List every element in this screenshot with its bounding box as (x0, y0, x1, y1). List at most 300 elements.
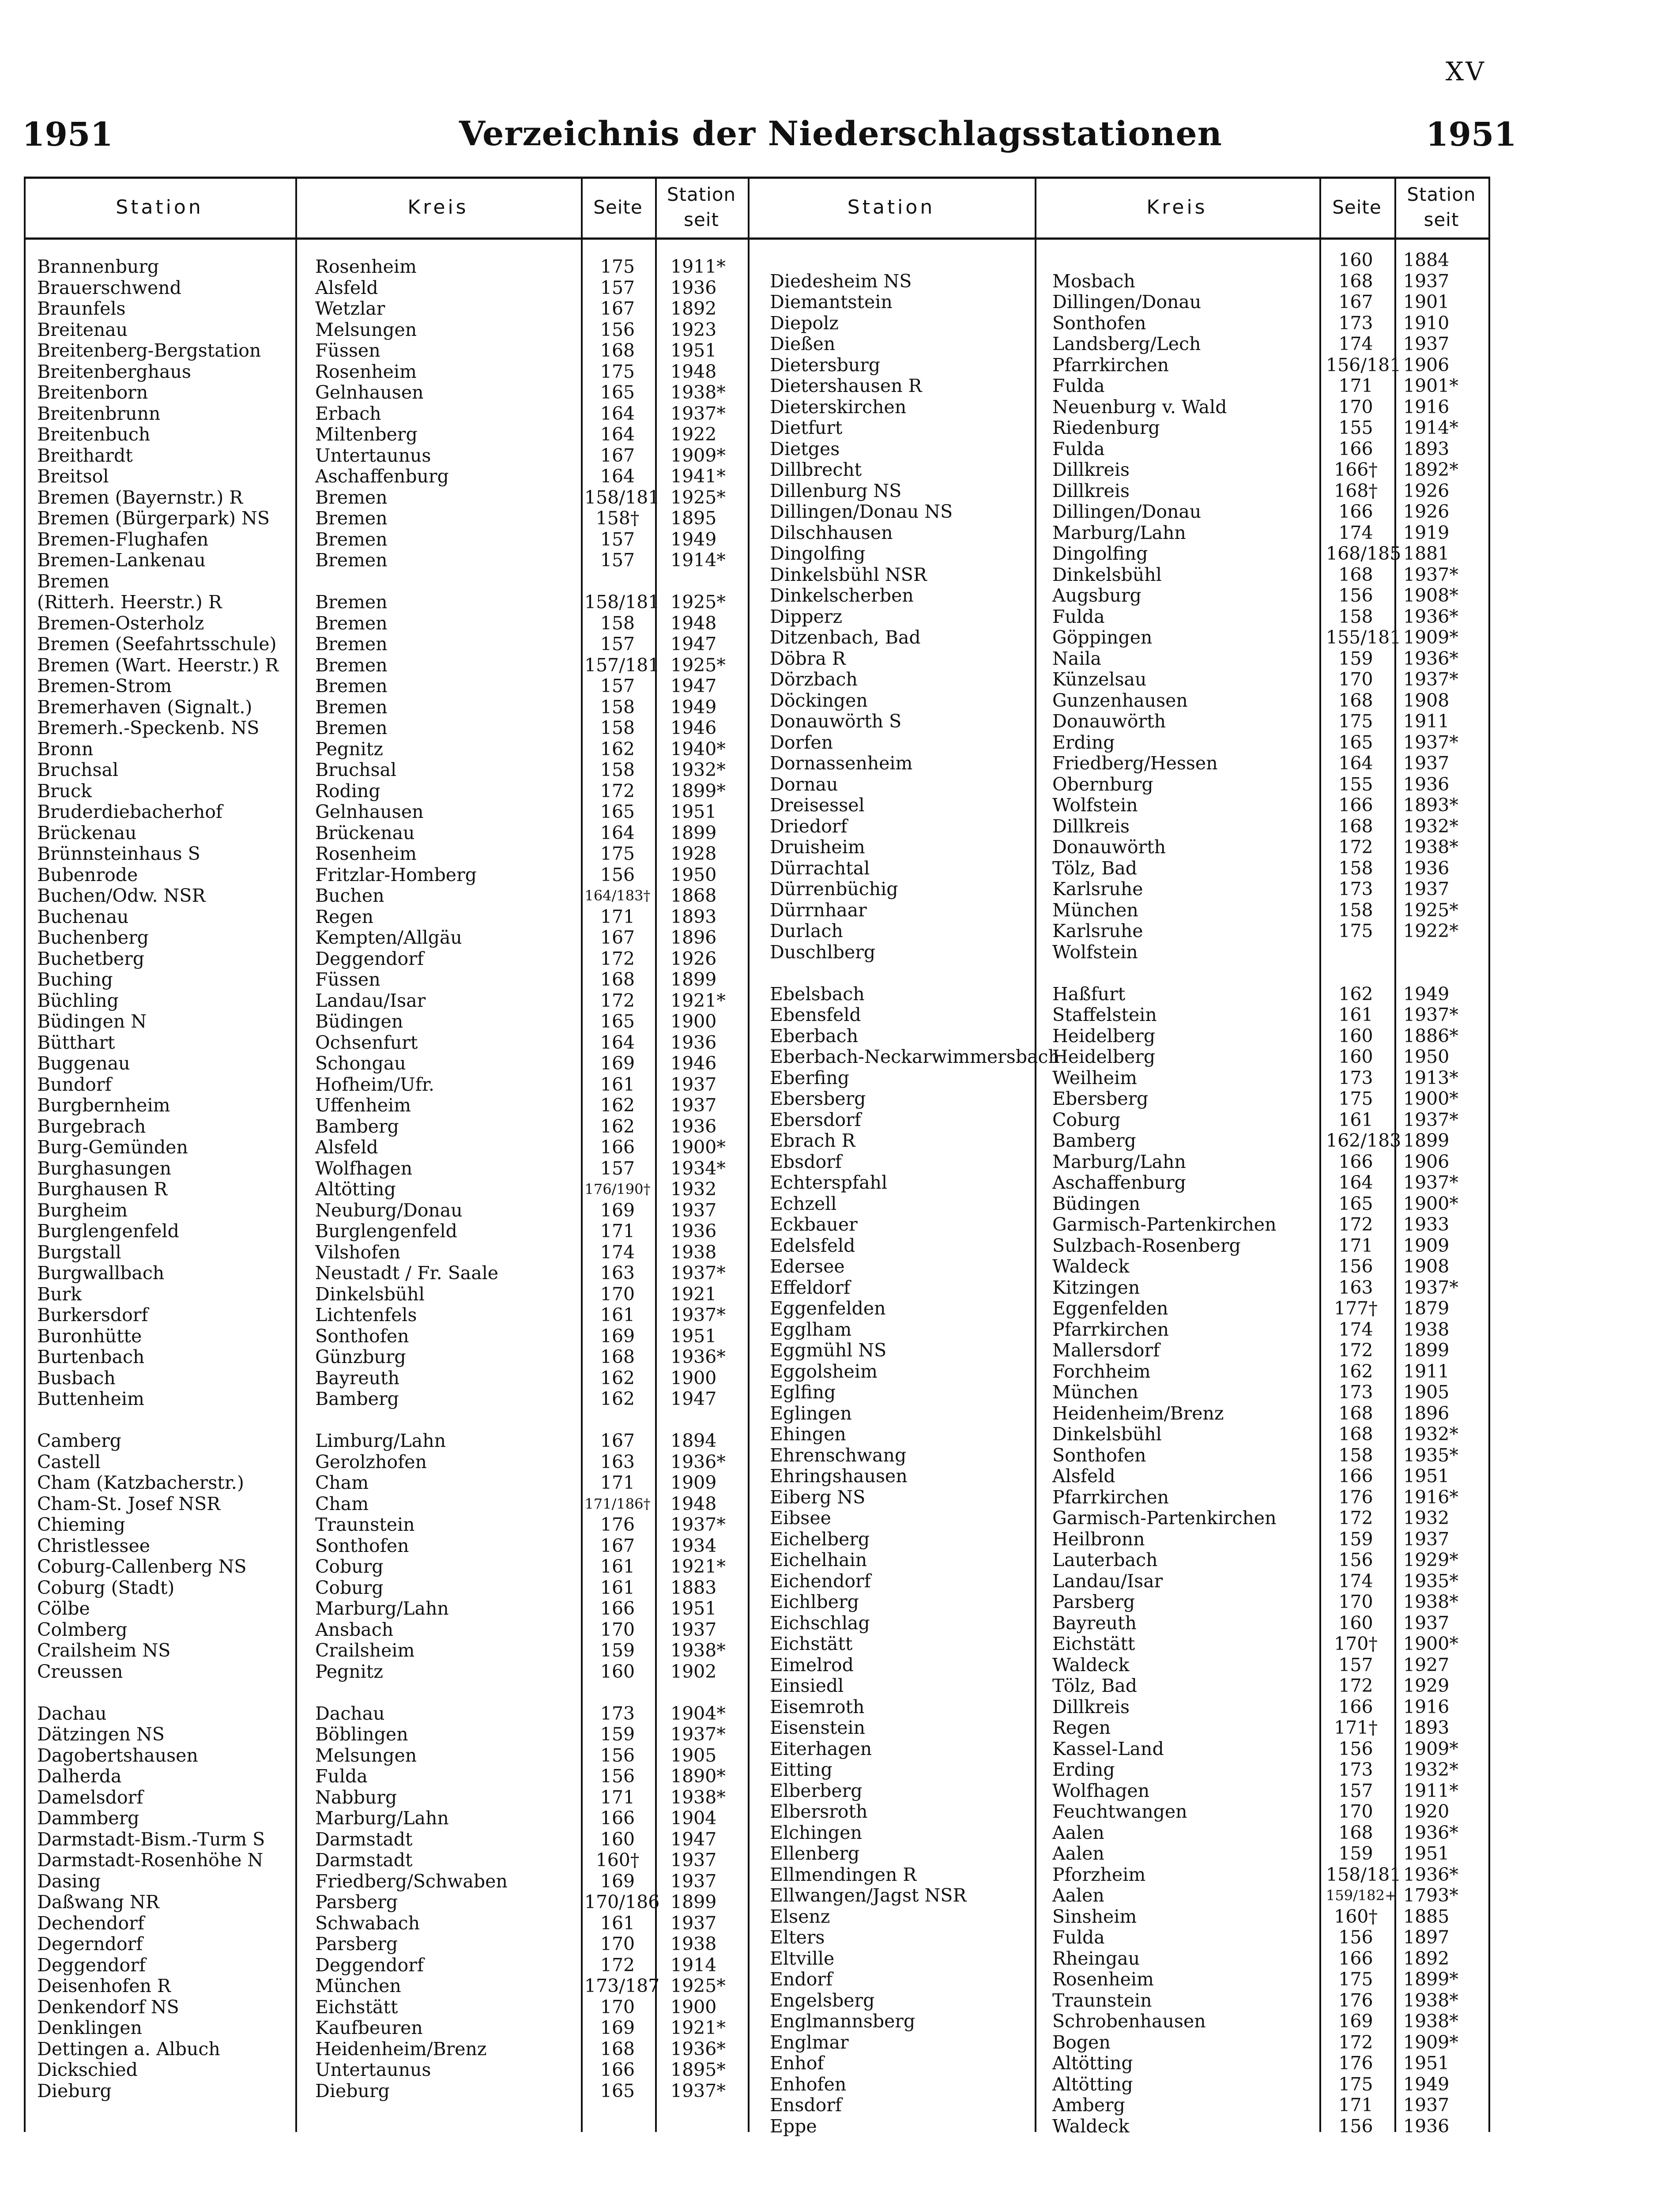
station-seit-value: 1925* (670, 654, 726, 676)
table-row (24, 816, 1489, 837)
header-kreis-right: Kreis (1146, 196, 1208, 219)
station-seit-value: 1925* (670, 1975, 726, 1996)
seite-value: 170 (600, 1619, 635, 1640)
seite-value: 157 (600, 550, 635, 571)
kreis-name: Waldeck (1052, 1654, 1130, 1676)
year-right: 1951 (1426, 116, 1517, 154)
kreis-name: Dinkelsbühl (1052, 564, 1162, 585)
station-seit-value: 1892 (670, 298, 717, 319)
station-name: Burgbernheim (37, 1095, 170, 1116)
station-name: Brauerschwend (37, 277, 181, 298)
seite-value: 174 (1338, 1318, 1373, 1340)
seite-value: 168† (1334, 480, 1378, 501)
seite-value: 169 (1338, 2011, 1373, 2032)
station-name: Burgheim (37, 1199, 128, 1221)
kreis-name: Heidelberg (1052, 1025, 1156, 1047)
station-seit-value: 1938* (1403, 836, 1458, 858)
station-name: Dechendorf (37, 1912, 144, 1934)
station-name: Eitting (770, 1759, 832, 1780)
station-seit-value: 1916 (1403, 396, 1450, 418)
station-seit-value: 1936* (670, 1346, 726, 1367)
seite-value: 161 (600, 1556, 635, 1577)
seite-value: 158† (595, 508, 640, 529)
kreis-name: Sonthofen (315, 1535, 409, 1556)
seite-value: 170 (1338, 1801, 1373, 1822)
station-seit-value: 1902 (670, 1661, 717, 1682)
station-name: Elbersroth (770, 1801, 868, 1822)
kreis-name: Brückenau (315, 822, 415, 844)
seite-value: 161 (1338, 1109, 1373, 1130)
seite-value: 164 (600, 1032, 635, 1053)
station-seit-value: 1938* (670, 382, 726, 403)
table-row (24, 1633, 1489, 1654)
table-row (24, 1445, 1489, 1466)
station-seit-value: 1914 (670, 1954, 717, 1976)
station-name: Buchen/Odw. NSR (37, 885, 206, 906)
station-name: Brückenau (37, 822, 137, 844)
seite-value: 176 (1338, 1486, 1373, 1508)
station-seit-value: 1899 (670, 822, 717, 844)
table-row (24, 1256, 1489, 1277)
seite-value: 173 (1338, 878, 1373, 900)
kreis-name: Dillkreis (1052, 815, 1130, 837)
station-name: Brünnsteinhaus S (37, 843, 200, 864)
table-row (24, 1675, 1489, 1696)
station-name: Denkendorf NS (37, 1996, 179, 2018)
station-name: Eichstätt (770, 1633, 853, 1654)
station-name: Eglfing (770, 1382, 836, 1403)
table-body (24, 249, 1489, 2137)
seite-value: 172 (600, 780, 635, 802)
table-row (24, 1067, 1489, 1088)
station-name: Elters (770, 1927, 825, 1948)
station-seit-value: 1899* (1403, 1969, 1458, 1990)
station-name: Donauwörth S (770, 711, 902, 732)
kreis-name: Nabburg (315, 1786, 397, 1808)
seite-value: 167 (1338, 291, 1373, 313)
kreis-name: Kassel-Land (1052, 1738, 1164, 1759)
seite-value: 155 (1338, 773, 1373, 795)
seite-value: 168 (1338, 270, 1373, 292)
kreis-name: Garmisch-Partenkirchen (1052, 1214, 1277, 1235)
header-seite-right: Seite (1332, 196, 1382, 218)
kreis-name: Buchen (315, 885, 384, 906)
seite-value: 176 (1338, 2053, 1373, 2074)
kreis-name: Haßfurt (1052, 983, 1126, 1005)
seite-value: 156 (1338, 1549, 1373, 1571)
station-seit-value: 1905 (670, 1744, 717, 1766)
kreis-name: Kitzingen (1052, 1277, 1140, 1298)
seite-value: 166 (1338, 1151, 1373, 1172)
table-row (24, 2011, 1489, 2032)
kreis-name: Sonthofen (315, 1325, 409, 1347)
table-row (24, 1277, 1489, 1298)
station-seit-value: 1900 (670, 1367, 717, 1389)
station-name: Ditzenbach, Bad (770, 627, 921, 648)
kreis-name: Dachau (315, 1702, 385, 1724)
kreis-name: Schrobenhausen (1052, 2011, 1206, 2032)
table-row (24, 396, 1489, 418)
seite-value: 167 (600, 1535, 635, 1556)
table-row (24, 1571, 1489, 1592)
table-row (24, 1717, 1489, 1738)
kreis-name: Parsberg (1052, 1591, 1135, 1612)
station-name: Dinkelsbühl NSR (770, 564, 927, 585)
seite-value: 156 (1338, 585, 1373, 606)
station-name: Deggendorf (37, 1954, 146, 1976)
station-name: Ensdorf (770, 2094, 842, 2116)
kreis-name: Gunzenhausen (1052, 689, 1188, 711)
station-name: Dickschied (37, 2059, 138, 2080)
station-seit-value: 1934* (670, 1157, 726, 1179)
station-seit-value: 1914* (670, 550, 726, 571)
seite-value: 168 (1338, 815, 1373, 837)
station-seit-value: 1893 (670, 906, 717, 927)
station-seit-value: 1927 (1403, 1654, 1450, 1676)
station-seit-value: 1899 (1403, 1340, 1450, 1361)
station-seit-value: 1868 (670, 885, 717, 906)
station-name: Eibsee (770, 1507, 831, 1529)
station-seit-value: 1916 (1403, 1696, 1450, 1717)
station-name: Crailsheim NS (37, 1640, 171, 1661)
station-name: Bremen (Bayernstr.) R (37, 486, 243, 508)
seite-value: 158 (1338, 1444, 1373, 1466)
station-seit-value: 1909* (670, 444, 726, 466)
table-row (24, 858, 1489, 879)
kreis-name: Altötting (1052, 2073, 1133, 2095)
station-name: Driedorf (770, 815, 848, 837)
station-seit-value: 1936* (670, 1451, 726, 1473)
seite-value: 161 (600, 1912, 635, 1934)
seite-value: 165 (1338, 731, 1373, 753)
kreis-name: Deggendorf (315, 948, 424, 969)
station-seit-value: 1932* (1403, 815, 1458, 837)
seite-value: 170 (1338, 396, 1373, 418)
kreis-name: Cham (315, 1493, 369, 1514)
kreis-name: Friedberg/Schwaben (315, 1870, 508, 1892)
table-row (24, 795, 1489, 816)
station-name: Coburg-Callenberg NS (37, 1556, 247, 1577)
station-seit-value: 1885 (1403, 1906, 1450, 1927)
seite-value: 166 (1338, 1465, 1373, 1487)
seite-value: 174 (600, 1241, 635, 1263)
station-seit-value: 1910 (1403, 312, 1450, 334)
kreis-name: Pfarrkirchen (1052, 354, 1169, 376)
table-row (24, 1235, 1489, 1256)
table-row (24, 375, 1489, 396)
kreis-name: Bremen (315, 654, 388, 676)
kreis-name: Fulda (1052, 438, 1105, 459)
station-seit-value: 1895 (670, 508, 717, 529)
station-name: Camberg (37, 1430, 122, 1451)
kreis-name: Bremen (315, 550, 388, 571)
station-seit-value: 1937* (670, 1514, 726, 1535)
table-row (24, 1549, 1489, 1571)
kreis-name: Aalen (1052, 1843, 1104, 1864)
station-seit-value: 1886* (1403, 1025, 1458, 1047)
seite-value: 171† (1334, 1717, 1378, 1738)
station-name: Colmberg (37, 1619, 128, 1640)
station-seit-value: 1906 (1403, 1151, 1450, 1172)
kreis-name: Bamberg (1052, 1130, 1136, 1151)
kreis-name: Rosenheim (1052, 1969, 1154, 1990)
station-name: Denklingen (37, 2017, 142, 2038)
kreis-name: Gelnhausen (315, 382, 424, 403)
seite-value: 168 (1338, 1822, 1373, 1843)
seite-value: 164 (600, 403, 635, 424)
station-name: Echterspfahl (770, 1172, 888, 1193)
station-seit-value: 1937* (670, 1262, 726, 1284)
kreis-name: Coburg (1052, 1109, 1121, 1130)
station-name: Dinkelscherben (770, 585, 914, 606)
station-seit-value: 1951 (670, 1598, 717, 1619)
seite-value: 168 (1338, 1402, 1373, 1424)
kreis-name: Weilheim (1052, 1067, 1137, 1088)
kreis-name: Pegnitz (315, 1661, 383, 1682)
station-seit-value: 1909* (1403, 1738, 1458, 1759)
kreis-name: Dillkreis (1052, 1696, 1130, 1717)
station-seit-value: 1899 (1403, 1130, 1450, 1151)
seite-value: 169 (600, 1325, 635, 1347)
station-seit-value: 1932* (1403, 1424, 1458, 1445)
station-seit-value: 1879 (1403, 1298, 1450, 1319)
station-seit-value: 1947 (670, 1828, 717, 1850)
table-row (24, 249, 1489, 271)
kreis-name: Dillingen/Donau (1052, 291, 1202, 313)
kreis-name: Füssen (315, 969, 380, 990)
station-name: Burglengenfeld (37, 1220, 179, 1242)
station-name: Breitenberghaus (37, 361, 191, 382)
table-row (24, 1529, 1489, 1550)
station-seit-value: 1948 (670, 361, 717, 382)
seite-value: 171 (600, 1220, 635, 1242)
station-name: Büchling (37, 990, 119, 1011)
table-row (24, 1969, 1489, 1990)
station-seit-value: 1937 (1403, 753, 1450, 774)
station-name: (Ritterh. Heerstr.) R (37, 591, 222, 613)
station-seit-value: 1937 (670, 1199, 717, 1221)
station-seit-value: 1936 (670, 1032, 717, 1053)
station-name: Eberbach (770, 1025, 859, 1047)
kreis-name: Dillkreis (1052, 480, 1130, 501)
kreis-name: Crailsheim (315, 1640, 415, 1661)
station-seit-value: 1909 (1403, 1235, 1450, 1256)
station-seit-value: 1884 (1403, 249, 1450, 271)
table-row (24, 1990, 1489, 2011)
seite-value: 172 (1338, 1507, 1373, 1529)
table-row (24, 1298, 1489, 1319)
kreis-name: Lauterbach (1052, 1549, 1158, 1571)
station-seit-value: 1940* (670, 738, 726, 760)
station-seit-value: 1937* (1403, 731, 1458, 753)
kreis-name: Amberg (1052, 2094, 1125, 2116)
seite-value: 158 (1338, 899, 1373, 921)
station-name: Brannenburg (37, 256, 159, 277)
station-name: Burghasungen (37, 1157, 171, 1179)
seite-value: 162 (600, 738, 635, 760)
kreis-name: Vilshofen (315, 1241, 401, 1263)
seite-value: 157 (1338, 1654, 1373, 1676)
kreis-name: Deggendorf (315, 1954, 424, 1976)
seite-value: 161 (600, 1304, 635, 1326)
kreis-name: Pegnitz (315, 738, 383, 760)
kreis-name: Tölz, Bad (1052, 1675, 1138, 1696)
station-name: Cölbe (37, 1598, 90, 1619)
station-seit-value: 1936 (1403, 773, 1450, 795)
header-kreis-left: Kreis (407, 196, 469, 219)
seite-value: 161 (600, 1073, 635, 1095)
header-station-seit-line1: Station (667, 184, 736, 206)
seite-value: 162 (600, 1388, 635, 1409)
kreis-name: Wolfhagen (315, 1157, 413, 1179)
page-title: Verzeichnis der Niederschlagsstationen (459, 114, 1222, 153)
seite-value: 175 (600, 361, 635, 382)
seite-value: 167 (600, 298, 635, 319)
station-name: Breithardt (37, 444, 133, 466)
station-name: Dietfurt (770, 417, 843, 438)
kreis-name: Bremen (315, 633, 388, 655)
station-name: Dieburg (37, 2080, 112, 2102)
station-seit-value: 1937* (1403, 1172, 1458, 1193)
table-row (24, 606, 1489, 627)
station-name: Eichschlag (770, 1612, 870, 1634)
seite-value: 158/181 (584, 591, 660, 613)
station-name: Dipperz (770, 606, 842, 627)
kreis-name: Dinkelsbühl (315, 1283, 425, 1305)
kreis-name: Bremen (315, 486, 388, 508)
kreis-name: Marburg/Lahn (1052, 522, 1186, 543)
station-seit-value: 1936 (1403, 857, 1450, 879)
kreis-name: Forchheim (1052, 1360, 1151, 1382)
kreis-name: Bremen (315, 717, 388, 738)
kreis-name: Bogen (1052, 2031, 1111, 2053)
station-name: Dürrnhaar (770, 899, 867, 921)
station-name: Eltville (770, 1947, 835, 1969)
kreis-name: Kaufbeuren (315, 2017, 423, 2038)
kreis-name: Rosenheim (315, 843, 417, 864)
station-name: Dillingen/Donau NS (770, 501, 953, 522)
kreis-name: Ebersberg (1052, 1088, 1149, 1109)
seite-value: 170/186 (584, 1891, 660, 1913)
seite-value: 166 (600, 1137, 635, 1158)
kreis-name: Bremen (315, 591, 388, 613)
station-seit-value: 1916* (1403, 1486, 1458, 1508)
station-seit-value: 1928 (670, 843, 717, 864)
table-row (24, 920, 1489, 942)
station-name: Durlach (770, 920, 843, 942)
kreis-name: Lichtenfels (315, 1304, 417, 1326)
table-row (24, 1193, 1489, 1214)
station-name: Englmar (770, 2031, 849, 2053)
kreis-name: Neustadt / Fr. Saale (315, 1262, 499, 1284)
station-seit-value: 1937 (1403, 1528, 1450, 1550)
station-name: Creussen (37, 1661, 123, 1682)
station-seit-value: 1937* (670, 403, 726, 424)
header-station-seit-left (655, 177, 748, 238)
station-name: Busbach (37, 1367, 116, 1389)
table-row (24, 1927, 1489, 1948)
station-seit-value: 1909 (670, 1472, 717, 1493)
kreis-name: Bremen (315, 612, 388, 634)
station-seit-value: 1936 (670, 1115, 717, 1137)
station-name: Dasing (37, 1870, 101, 1892)
station-seit-value: 1938* (670, 1786, 726, 1808)
seite-value: 172 (600, 948, 635, 969)
station-seit-value: 1937* (670, 2080, 726, 2102)
table-row (24, 1151, 1489, 1172)
seite-value: 158/181 (584, 486, 660, 508)
kreis-name: Sonthofen (1052, 1444, 1146, 1466)
station-seit-value: 1951 (670, 1325, 717, 1347)
kreis-name: Bayreuth (315, 1367, 399, 1389)
station-name: Druisheim (770, 836, 865, 858)
table-row (24, 732, 1489, 753)
station-name: Büdingen N (37, 1011, 147, 1032)
station-seit-value: 1947 (670, 633, 717, 655)
kreis-name: Bamberg (315, 1388, 399, 1409)
station-seit-value: 1899* (670, 780, 726, 802)
header-seite-left: Seite (593, 196, 643, 218)
seite-value: 168 (1338, 1424, 1373, 1445)
kreis-name: Darmstadt (315, 1828, 413, 1850)
station-name: Engelsberg (770, 1989, 875, 2011)
station-name: Dillenburg NS (770, 480, 902, 501)
kreis-name: Eichstätt (1052, 1633, 1135, 1654)
station-seit-value: 1951 (670, 801, 717, 822)
station-seit-value: 1894 (670, 1430, 717, 1451)
seite-value: 157 (600, 675, 635, 697)
year-left: 1951 (22, 116, 113, 154)
kreis-name: Rosenheim (315, 256, 417, 277)
table-row (24, 1822, 1489, 1843)
station-name: Endorf (770, 1969, 833, 1990)
station-seit-value: 1937* (670, 1724, 726, 1745)
kreis-name: Alsfeld (1052, 1465, 1115, 1487)
kreis-name: Neuenburg v. Wald (1052, 396, 1227, 418)
seite-value: 164 (1338, 753, 1373, 774)
table-row (24, 459, 1489, 480)
station-seit-value: 1937 (1403, 333, 1450, 354)
seite-value: 171 (1338, 2094, 1373, 2116)
kreis-name: Parsberg (315, 1933, 398, 1955)
seite-value: 158 (1338, 606, 1373, 627)
table-row (24, 2032, 1489, 2053)
seite-value: 166 (600, 1598, 635, 1619)
seite-value: 166 (600, 1808, 635, 1829)
station-seit-value: 1895* (670, 2059, 726, 2080)
station-name: Bremen (Bürgerpark) NS (37, 508, 270, 529)
station-name: Bruderdiebacherhof (37, 801, 223, 822)
seite-value: 162 (1338, 983, 1373, 1005)
station-seit-value: 1901 (1403, 291, 1450, 313)
kreis-name: Augsburg (1052, 585, 1141, 606)
table-row (24, 1591, 1489, 1612)
kreis-name: Landsberg/Lech (1052, 333, 1201, 354)
kreis-name: Alsfeld (315, 277, 378, 298)
station-seit-value: 1932* (670, 759, 726, 780)
station-name: Buggenau (37, 1053, 130, 1074)
seite-value: 156 (1338, 2115, 1373, 2137)
station-seit-value: 1908* (1403, 585, 1458, 606)
station-name: Dietges (770, 438, 840, 459)
station-name: Eisemroth (770, 1696, 865, 1717)
seite-value: 171 (1338, 1235, 1373, 1256)
station-name: Eisenstein (770, 1717, 866, 1738)
station-seit-value: 1936* (1403, 606, 1458, 627)
station-seit-value: 1937 (1403, 878, 1450, 900)
kreis-name: Donauwörth (1052, 836, 1166, 858)
table-row (24, 1843, 1489, 1864)
